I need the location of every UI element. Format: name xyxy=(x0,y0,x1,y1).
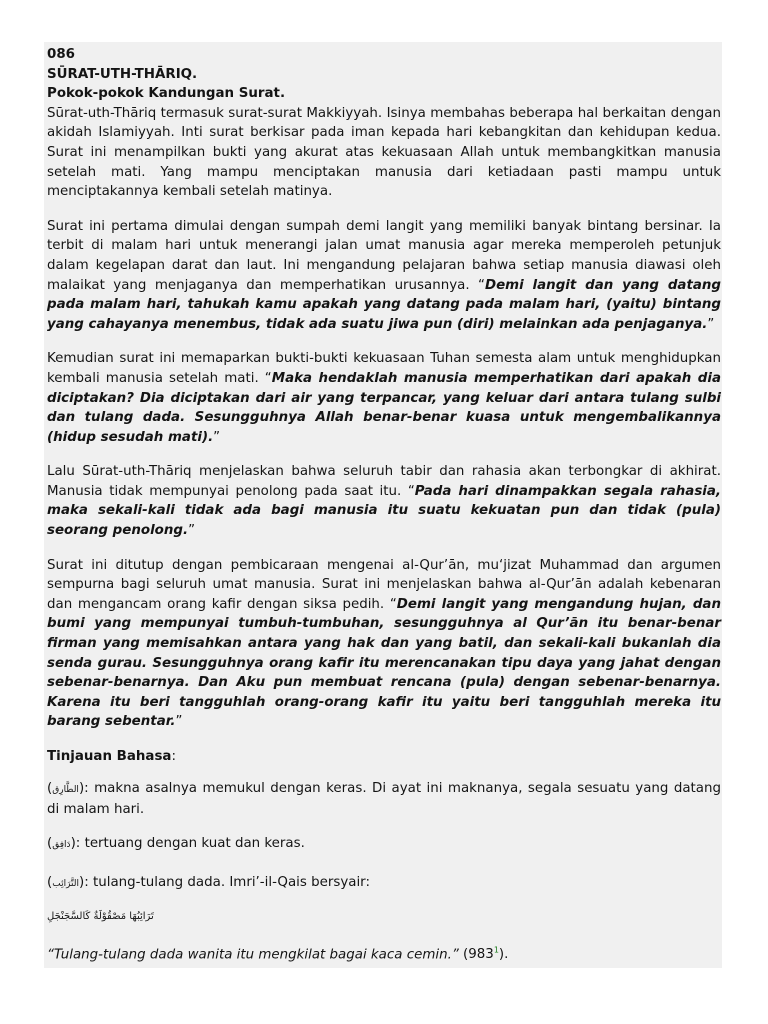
term-entry: (التَّرَائِب): tulang-tulang dada. Imri’-il-Qais bersyair: xyxy=(47,875,370,891)
arabic-term: دَافِق xyxy=(52,839,71,850)
tinjauan-heading xyxy=(47,747,721,767)
tinjauan-title: Tinjauan Bahasa xyxy=(47,749,172,764)
paragraph-text: Surat ini ditutup dengan pembicaraan mengenai al-Qur’ān, mu‘jizat Muhammad dan argumen sempurna bagi seluruh umat manusia. Surat ini menjelaskan bahwa al-Qur’ān adalah kebenaran dan mengancam orang kafir dengan siksa pedih. “ xyxy=(47,557,721,612)
footnote-number: (983 xyxy=(463,947,494,963)
footnote-ref xyxy=(463,947,508,962)
close-quote: ” xyxy=(707,316,715,332)
paragraph-text: Kemudian surat ini memaparkan bukti-bukti kekuasaan Tuhan semesta alam untuk menghidupkan kembali manusia setelah mati. “ xyxy=(47,351,721,386)
tinjauan-colon: : xyxy=(171,749,176,764)
poem-translation xyxy=(47,941,721,965)
surah-number: 086 xyxy=(47,47,75,62)
paragraph-text: Surat ini pertama dimulai dengan sumpah demi langit yang memiliki banyak bintang bersinar. Ia terbit di malam hari untuk menerangi jalan umat manusia agar mereka memperoleh petunjuk dalam kegelapan darat dan laut. Ini mengandung pelajaran bahwa setiap manusia diawasi oleh malaikat yang menjaganya dan memperhatikan urusannya. “ xyxy=(47,218,721,293)
term-entry: (الطَّارِق): makna asalnya memukul dengan keras. Di ayat ini maknanya, segala sesuatu yang datang di malam hari. xyxy=(47,780,721,818)
translation-text: “Tulang-tulang dada wanita itu mengkilat bagai kaca cemin.” xyxy=(47,947,459,963)
paragraph-oath xyxy=(47,217,721,335)
arabic-term: الطَّارِق xyxy=(52,784,79,795)
verse-quote: Pada hari dinampakkan segala rahasia, maka sekali-kali tidak ada bagi manusia itu suatu kekuatan pun dan tidak (pula) seorang penolong. xyxy=(47,483,722,539)
term-entry: (دَافِق): tertuang dengan kuat dan keras. xyxy=(47,835,305,851)
close-quote: ” xyxy=(188,523,196,539)
close-quote: ” xyxy=(175,714,183,730)
close-quote: ” xyxy=(213,429,221,445)
footnote-link[interactable]: 1 xyxy=(493,945,499,955)
term-meaning: tertuang dengan kuat dan keras. xyxy=(84,835,305,851)
verse-quote: Demi langit yang mengandung hujan, dan bumi yang mempunyai tumbuh-tumbuhan, sesungguhnya al Qur’ān itu benar-benar firman yang memisahkan antara yang hak dan yang batil, dan sekali-kali bukanlah dia senda gurau. Sesungguhnya orang kafir itu merencanakan tipu daya yang jahat dengan sebenar-benarnya. Dan Aku pun membuat rencana (pula) dengan sebenar-benarnya. Karena itu beri tangguhlah orang-orang kafir itu yaitu beri tangguhlah mereka itu barang sebentar. xyxy=(47,596,721,730)
paragraph-hereafter xyxy=(47,462,721,540)
paragraph-closing xyxy=(47,556,721,732)
paragraph-evidence xyxy=(47,349,721,447)
footnote-close: ). xyxy=(498,947,509,963)
term-meaning: tulang-tulang dada. Imri’-il-Qais bersyair: xyxy=(93,875,370,891)
verse-quote: Maka hendaklah manusia memperhatikan dari apakah dia diciptakan? Dia diciptakan dari air yang terpancar, yang keluar dari antara tulang sulbi dan tulang dada. Sesungguhnya Allah benar-benar kuasa untuk mengembalikannya (hidup sesudah mati). xyxy=(47,370,721,445)
term-meaning: makna asalnya memukul dengan keras. Di ayat ini maknanya, segala sesuatu yang datang di malam hari. xyxy=(47,780,721,818)
section-subtitle: Pokok-pokok Kandungan Surat. xyxy=(47,86,286,102)
paragraph-text: Lalu Sūrat-uth-Thāriq menjelaskan bahwa seluruh tabir dan rahasia akan terbongkar di akhirat. Manusia tidak mempunyai penolong pada saat itu. “ xyxy=(47,464,721,499)
document-page xyxy=(44,42,722,968)
verse-quote: Demi langit dan yang datang pada malam hari, tahukah kamu apakah yang datang pada malam hari, (yaitu) bintang yang cahayanya menembus, tidak ada suatu jiwa pun (diri) melainkan ada penjaganya. xyxy=(47,277,722,332)
document-content xyxy=(47,45,721,965)
arabic-poem-line: تَرَائِبُهَا مَصْقُوْلَةٌ كَالسَّجَنْجَلِ xyxy=(47,910,154,922)
surah-title: SŪRAT-UTH-THĀRIQ. xyxy=(47,66,198,82)
arabic-term: التَّرَائِب xyxy=(52,879,80,890)
paragraph-intro: Sūrat-uth-Thāriq termasuk surat-surat Makkiyyah. Isinya membahas beberapa hal berkaitan dengan akidah Islamiyyah. Inti surat berkisar pada iman kepada hari kebangkitan dan kehidupan kedua. Surat ini menampilkan bukti yang akurat atas kekuasaan Allah untuk membangkitkan manusia setelah mati. Yang mampu menciptakan manusia dari ketiadaan pasti mampu untuk menciptakannya kembali setelah matinya. xyxy=(47,105,721,200)
